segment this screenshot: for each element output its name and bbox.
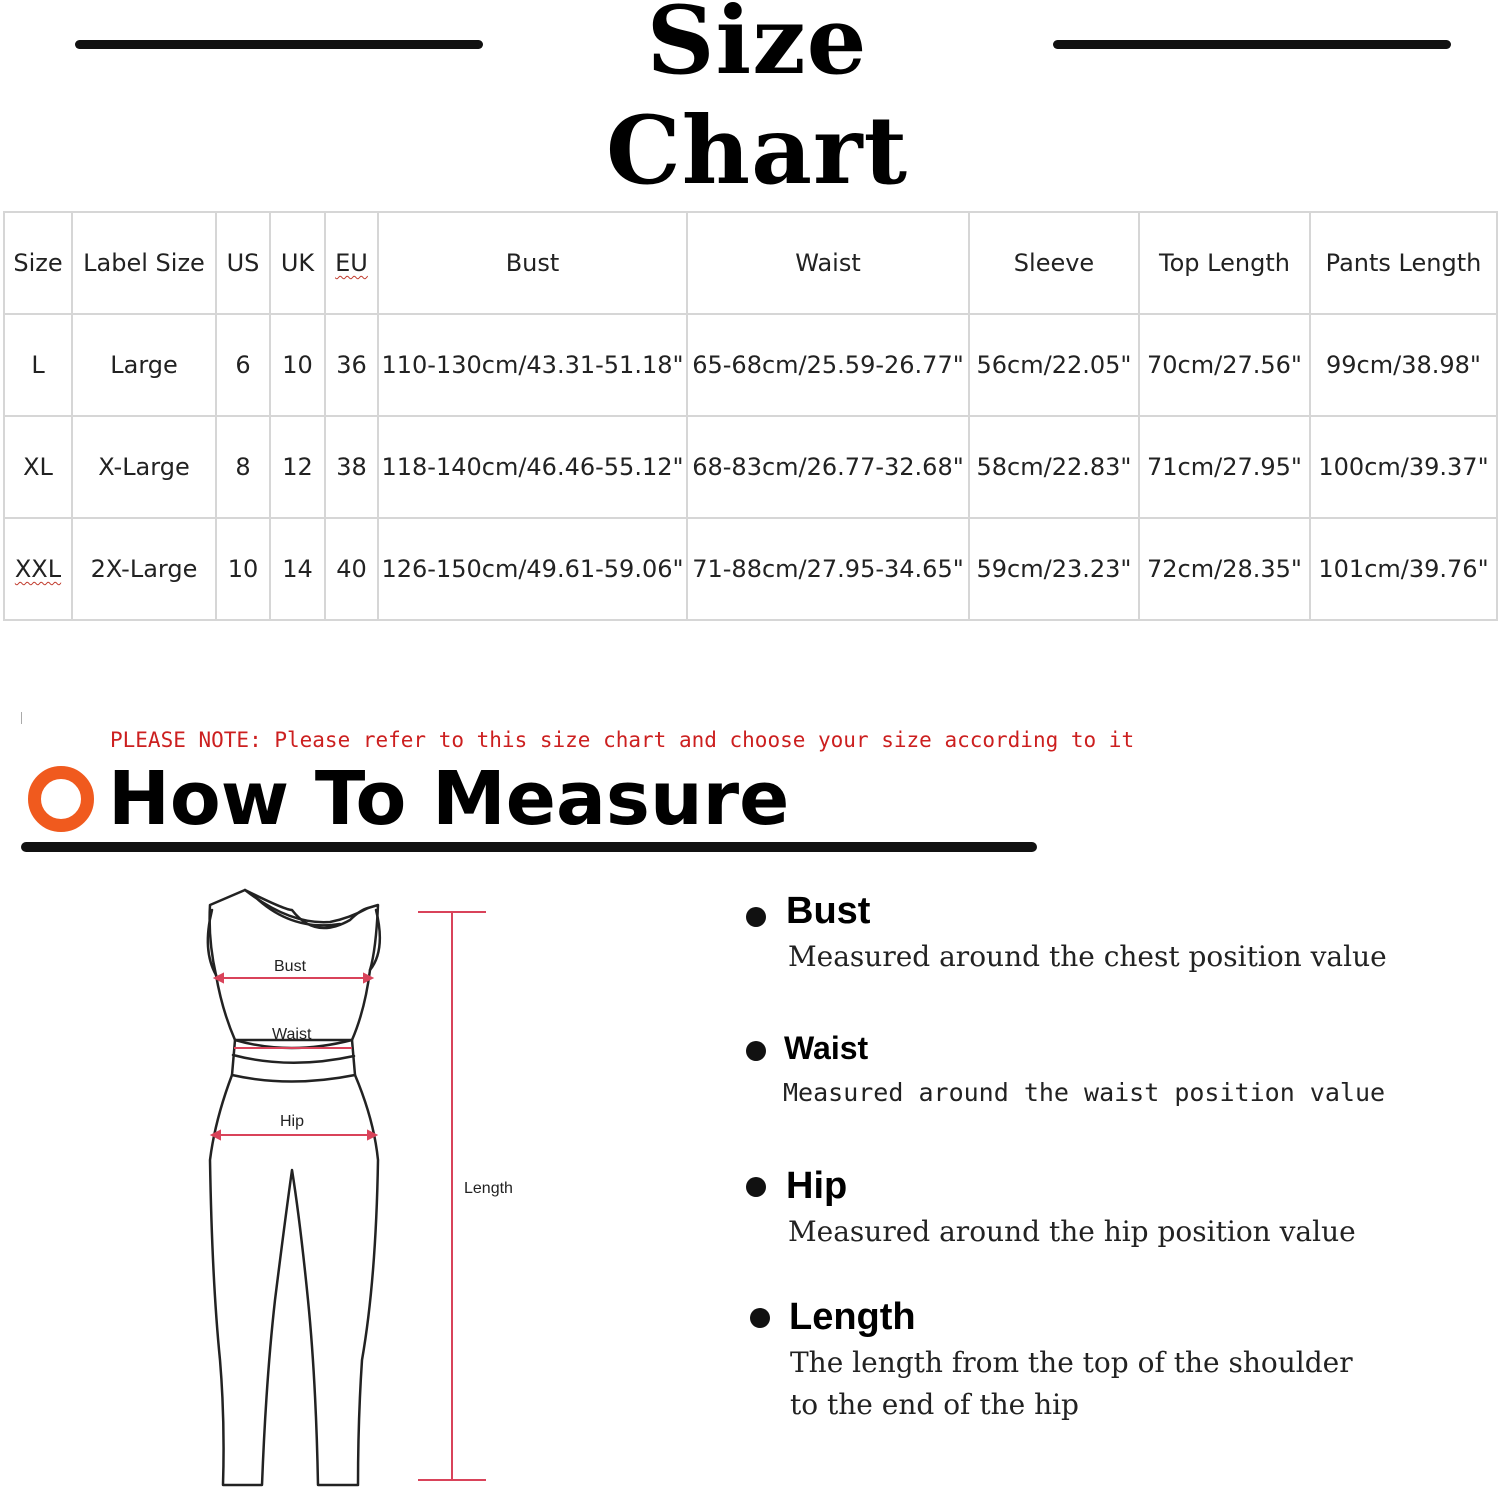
title-rule-left (75, 40, 483, 49)
table-cell: 99cm/38.98" (1310, 314, 1497, 416)
table-cell: 71-88cm/27.95-34.65" (687, 518, 969, 620)
table-row (4, 416, 1497, 518)
title-rule-right (1053, 40, 1451, 49)
table-cell: 36 (325, 314, 378, 416)
table-cell: 118-140cm/46.46-55.12" (378, 416, 687, 518)
ring-icon (28, 766, 94, 832)
table-cell: 70cm/27.56" (1139, 314, 1310, 416)
bullet-icon (746, 907, 766, 927)
figure-label-hip: Hip (280, 1113, 305, 1130)
section-underline (21, 842, 1037, 852)
column-header: Sleeve (969, 212, 1139, 314)
figure-label-waist: Waist (272, 1026, 312, 1043)
table-cell: 101cm/39.76" (1310, 518, 1497, 620)
table-cell: 40 (325, 518, 378, 620)
table-cell: 56cm/22.05" (969, 314, 1139, 416)
table-cell: 72cm/28.35" (1139, 518, 1310, 620)
measure-desc: The length from the top of the shoulder to the end of the hip (790, 1346, 1353, 1421)
size-table (3, 211, 1498, 621)
measure-title: Length (789, 1296, 916, 1338)
table-cell: 8 (216, 416, 270, 518)
column-header: Waist (687, 212, 969, 314)
table-row (4, 518, 1497, 620)
table-cell: 58cm/22.83" (969, 416, 1139, 518)
table-row (4, 314, 1497, 416)
table-cell: 6 (216, 314, 270, 416)
section-title: How To Measure (108, 756, 790, 842)
table-cell: 12 (270, 416, 325, 518)
size-note: PLEASE NOTE: Please refer to this size chart and choose your size according to it (110, 728, 1135, 752)
figure-label-length: Length (464, 1180, 513, 1197)
table-cell: 110-130cm/43.31-51.18" (378, 314, 687, 416)
measure-desc: Measured around the waist position value (783, 1078, 1386, 1107)
table-cell: 10 (216, 518, 270, 620)
column-header: Pants Length (1310, 212, 1497, 314)
table-cell: 126-150cm/49.61-59.06" (378, 518, 687, 620)
table-header-row (4, 212, 1497, 314)
table-cell: Large (72, 314, 216, 416)
table-cell: L (4, 314, 72, 416)
table-cell: 71cm/27.95" (1139, 416, 1310, 518)
measure-title: Bust (786, 890, 871, 932)
table-cell: 65-68cm/25.59-26.77" (687, 314, 969, 416)
column-header (325, 212, 378, 314)
table-cell: 10 (270, 314, 325, 416)
table-cell: 38 (325, 416, 378, 518)
measurement-figure (190, 880, 550, 1500)
bullet-icon (746, 1041, 766, 1061)
column-header: Size (4, 212, 72, 314)
table-cell-text: XXL (14, 555, 62, 583)
column-header: US (216, 212, 270, 314)
bullet-icon (746, 1177, 766, 1197)
measure-title: Hip (786, 1165, 848, 1207)
measure-desc: Measured around the chest position value (788, 940, 1387, 973)
table-cell: 2X-Large (72, 518, 216, 620)
measure-title: Waist (784, 1030, 869, 1066)
size-chart-header (0, 0, 1499, 206)
bullet-icon (750, 1308, 770, 1328)
table-cell: 14 (270, 518, 325, 620)
column-header: Top Length (1139, 212, 1310, 314)
measure-desc: Measured around the hip position value (788, 1215, 1356, 1248)
table-cell: 100cm/39.37" (1310, 416, 1497, 518)
table-cell: 68-83cm/26.77-32.68" (687, 416, 969, 518)
column-header: UK (270, 212, 325, 314)
column-header: Label Size (72, 212, 216, 314)
column-header: Bust (378, 212, 687, 314)
figure-label-bust: Bust (274, 958, 307, 975)
table-cell: X-Large (72, 416, 216, 518)
table-cell (4, 518, 72, 620)
page-title: Size Chart (605, 0, 908, 206)
column-header-text: EU (335, 249, 368, 277)
table-cell: XL (4, 416, 72, 518)
table-cell: 59cm/23.23" (969, 518, 1139, 620)
divider-tick (21, 712, 22, 724)
